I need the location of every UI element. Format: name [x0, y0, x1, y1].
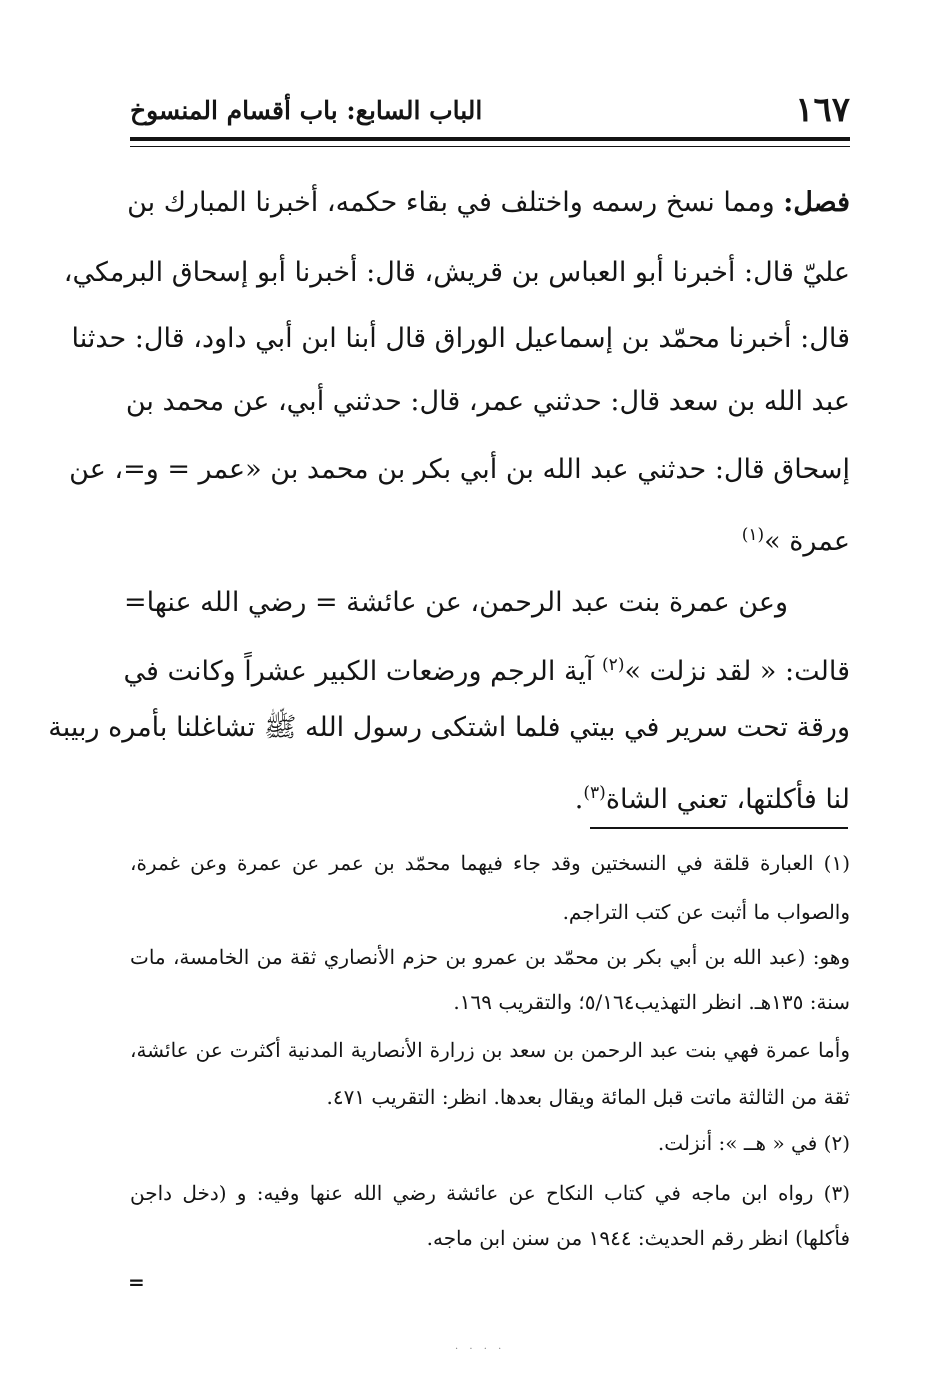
- body-line: فصل: ومما نسخ رسمه واختلف في بقاء حكمه، أخبرنا المبارك بن: [127, 187, 850, 218]
- body-line: قالت: « لقد نزلت »$^{(٢)}$ آية الرجم ورضعات الكبير عشراً وكانت في: [123, 655, 850, 687]
- footnote-line: (٣) رواه ابن ماجه في كتاب النكاح عن عائشة رضي الله عنها وفيه: و (دخل داجن: [130, 1181, 850, 1205]
- footnote-ref[interactable]: (٢): [602, 655, 625, 675]
- footnote-separator: [590, 827, 848, 829]
- scan-speckle: · · · ·: [455, 1344, 506, 1355]
- body-line: عبد الله بن سعد قال: حدثني عمر، قال: حدثني أبي، عن محمد بن: [125, 386, 850, 417]
- footnote-line: سنة: ١٣٥هـ. انظر التهذيب٥/١٦٤؛ والتقريب ١٦٩.: [453, 990, 850, 1014]
- body-line: لنا فأكلتها، تعني الشاة$^{(٣)}$.: [574, 783, 850, 815]
- footnote-line: فأكلها) انظر رقم الحديث: ١٩٤٤ من سنن ابن ماجه.: [426, 1226, 850, 1250]
- end-mark: =: [128, 1270, 145, 1294]
- footnote-line: ثقة من الثالثة ماتت قبل المائة ويقال بعدها. انظر: التقريب ٤٧١.: [326, 1085, 850, 1109]
- footnote-line: وأما عمرة فهي بنت عبد الرحمن بن سعد بن زرارة الأنصارية المدنية أكثرت عن عائشة،: [130, 1038, 850, 1062]
- body-line: قال: أخبرنا محمّد بن إسماعيل الوراق قال أبنا ابن أبي داود، قال: حدثنا: [71, 323, 850, 354]
- body-line: وعن عمرة بنت عبد الرحمن، عن عائشة = رضي الله عنها=: [124, 587, 788, 618]
- footnote-line: (١) العبارة قلقة في النسختين وقد جاء فيهما محمّد بن عمر عن عمرة وعن غمرة،: [130, 851, 850, 875]
- body-line: ورقة تحت سرير في بيتي فلما اشتكى رسول الله ﷺ تشاغلنا بأمره ربيبة: [48, 712, 850, 743]
- running-title: الباب السابع: باب أقسام المنسوخ: [130, 96, 483, 125]
- footnote-line: والصواب ما أثبت عن كتب التراجم.: [562, 900, 850, 924]
- body-line: عمرة »$^{(١)}$: [741, 525, 850, 557]
- body-line: إسحاق قال: حدثني عبد الله بن أبي بكر بن محمد بن «عمر = و=، عن: [69, 454, 850, 485]
- header-rule-thin: [130, 146, 850, 147]
- footnote-ref[interactable]: (٣): [583, 783, 606, 803]
- body-line: عليّ قال: أخبرنا أبو العباس بن قريش، قال: أخبرنا أبو إسحاق البرمكي،: [63, 257, 850, 288]
- footnote-ref[interactable]: (١): [741, 525, 765, 545]
- footnote-line: (٢) في « هــ »: أنزلت.: [657, 1131, 850, 1155]
- footnote-line: وهو: (عبد الله بن أبي بكر بن محمّد بن عمرو بن حزم الأنصاري ثقة من الخامسة، مات: [130, 945, 850, 969]
- header-rule-thick: [130, 137, 850, 141]
- page-number: ١٦٧: [795, 90, 850, 130]
- page-header: [130, 88, 850, 138]
- section-lead: فصل:: [783, 187, 850, 218]
